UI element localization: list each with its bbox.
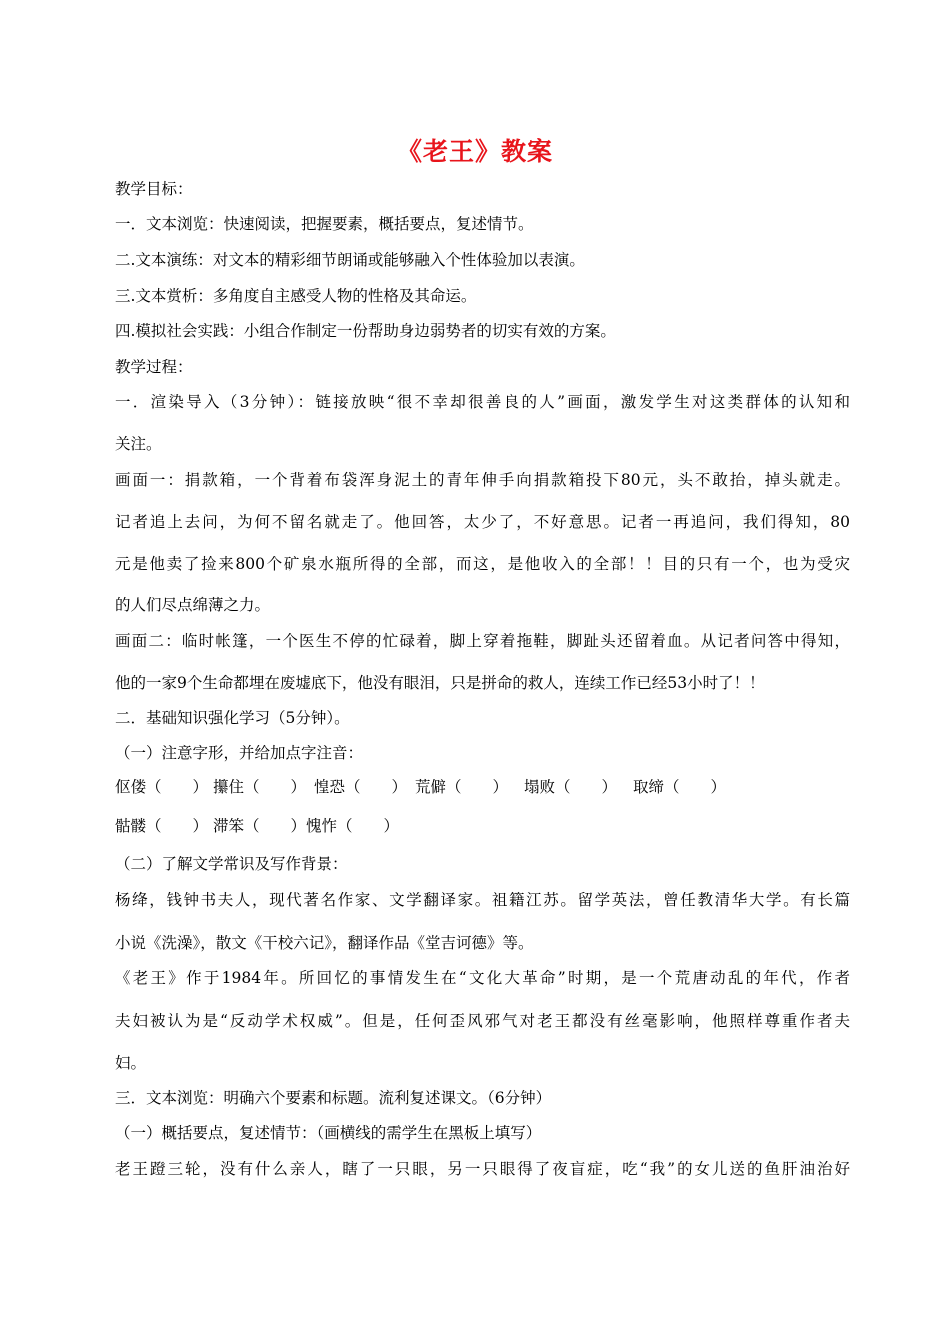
goal-item-3: 三.文本赏析：多角度自主感受人物的性格及其命运。: [115, 287, 477, 305]
section3-heading: 三．文本浏览：明确六个要素和标题。流利复述课文。（6分钟）: [115, 1089, 552, 1107]
scene2-line-2: 他的一家9个生命都埋在废墟底下，他没有眼泪，只是拼命的救人，连续工作已经53小时了！！: [115, 674, 765, 692]
vocab-item: 荒僻（ ）: [415, 778, 509, 796]
page-title: 《老王》教案: [396, 137, 553, 166]
vocab-item: 骷髅（ ）: [115, 817, 209, 835]
scene1-line-2: 记者追上去问，为何不留名就走了。他回答，太少了，不好意思。记者一再追问，我们得知，80: [115, 513, 850, 531]
vocab-item: 愧怍（ ）: [306, 817, 400, 835]
background-line-3: 妇。: [115, 1054, 147, 1072]
goals-heading: 教学目标：: [115, 180, 193, 198]
section1-line-1: 一．渲染导入（3分钟）：链接放映“很不幸却很善良的人”画面，激发学生对这类群体的认知和: [115, 393, 850, 411]
section2-sub2: （二）了解文学常识及写作背景：: [115, 855, 348, 873]
vocab-item: 惶恐（ ）: [314, 778, 408, 796]
section2-sub1: （一）注意字形，并给加点字注音：: [115, 744, 364, 762]
vocab-item: 塌败（ ）: [524, 778, 618, 796]
scene1-line-1: 画面一：捐款箱，一个背着布袋浑身泥土的青年伸手向捐款箱投下80元，头不敢抬，掉头就走。: [115, 471, 850, 489]
bio-line-2: 小说《洗澡》，散文《干校六记》，翻译作品《堂吉诃德》等。: [115, 934, 534, 952]
scene2-line-1: 画面二：临时帐篷，一个医生不停的忙碌着，脚上穿着拖鞋，脚趾头还留着血。从记者问答中得知，: [115, 632, 850, 650]
section3-text: 老王蹬三轮，没有什么亲人，瞎了一只眼，另一只眼得了夜盲症，吃“我”的女儿送的鱼肝油治好: [115, 1160, 850, 1178]
vocab-item: 取缔（ ）: [633, 778, 727, 796]
section1-line-2: 关注。: [115, 435, 162, 453]
vocab-item: 伛偻（ ）: [115, 778, 209, 796]
background-line-2: 夫妇被认为是“反动学术权威”。但是，任何歪风邪气对老王都没有丝毫影响，他照样尊重作者夫: [115, 1012, 850, 1030]
scene1-line-3: 元是他卖了捡来800个矿泉水瓶所得的全部，而这，是他收入的全部！！目的只有一个，也为受灾: [115, 555, 850, 573]
process-heading: 教学过程：: [115, 358, 193, 376]
section2-heading: 二．基础知识强化学习（5分钟）。: [115, 709, 350, 727]
goal-item-1: 一．文本浏览：快速阅读，把握要素，概括要点，复述情节。: [115, 215, 534, 233]
scene1-line-4: 的人们尽点绵薄之力。: [115, 596, 271, 614]
section3-sub1: （一）概括要点，复述情节：（画横线的需学生在黑板上填写）: [115, 1124, 542, 1142]
goal-item-4: 四.模拟社会实践：小组合作制定一份帮助身边弱势者的切实有效的方案。: [115, 322, 616, 340]
background-line-1: 《老王》作于1984年。所回忆的事情发生在“文化大革命”时期，是一个荒唐动乱的年代，作者: [115, 969, 850, 987]
vocab-item: 滞笨（ ）: [213, 817, 307, 835]
vocab-item: 攥住（ ）: [213, 778, 307, 796]
bio-line-1: 杨绛，钱钟书夫人，现代著名作家、文学翻译家。祖籍江苏。留学英法，曾任教清华大学。有长篇: [115, 891, 850, 909]
goal-item-2: 二.文本演练：对文本的精彩细节朗诵或能够融入个性体验加以表演。: [115, 251, 585, 269]
